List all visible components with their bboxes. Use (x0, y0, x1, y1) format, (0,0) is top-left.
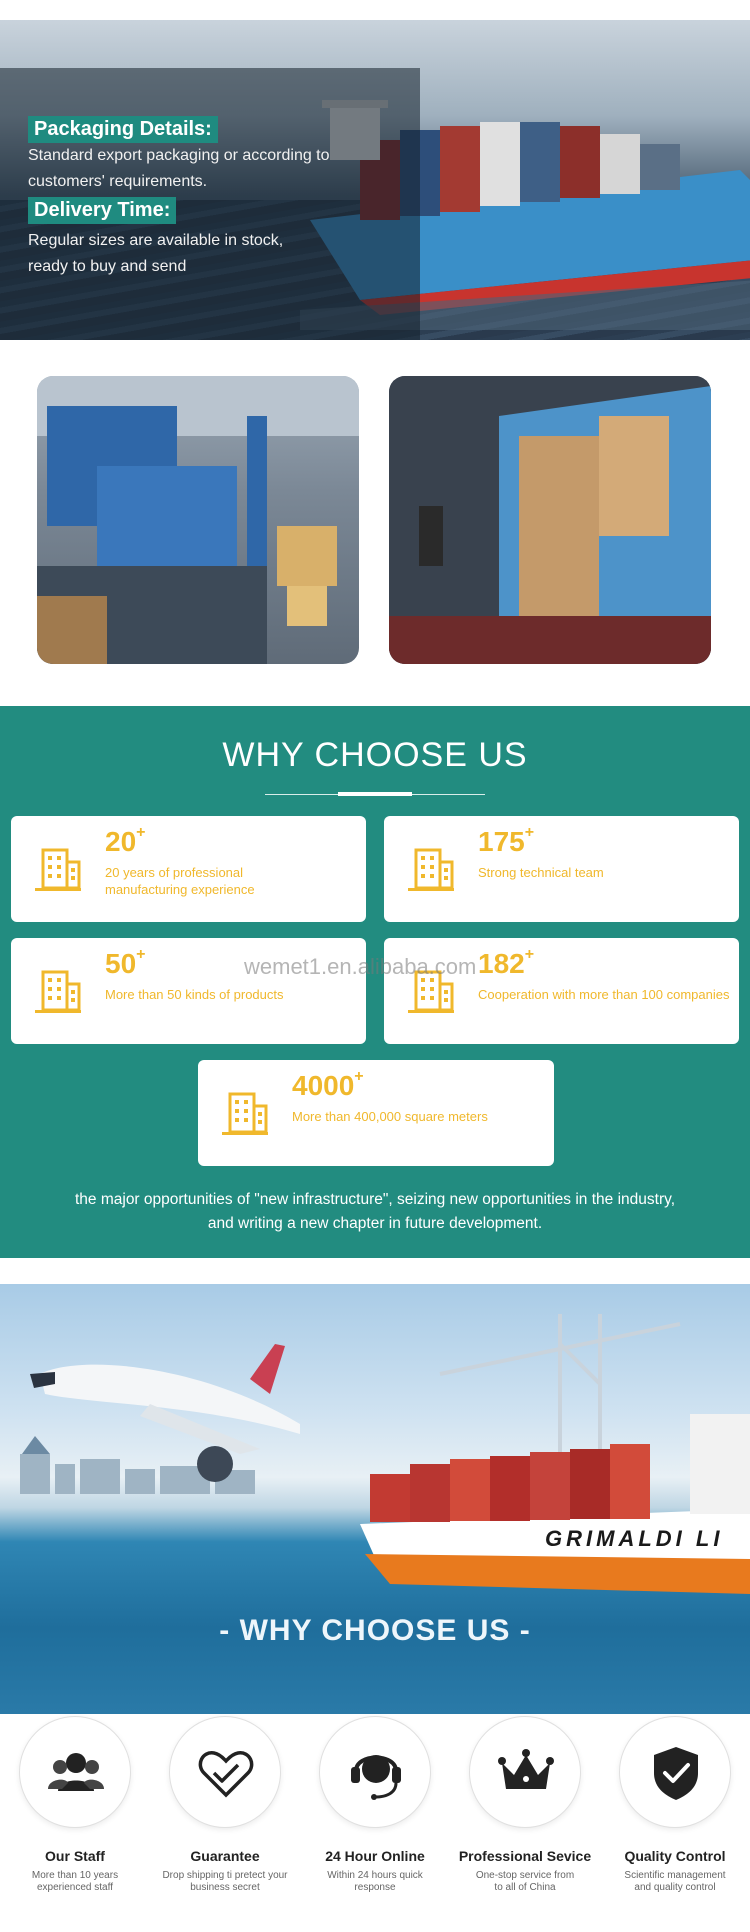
service-professional (450, 1716, 600, 1894)
store-watermark: wemet1.en.alibaba.com (244, 954, 477, 979)
packaging-line-1: Standard export packaging or according to (28, 147, 330, 164)
why-choose-us-section (0, 706, 750, 1258)
building-icon (33, 964, 83, 1014)
stat-description: More than 50 kinds of products (105, 987, 284, 1002)
guarantee-icon-circle (169, 1716, 281, 1828)
delivery-line-2: ready to buy and send (28, 258, 187, 275)
stat-card-experience (11, 816, 366, 922)
headset-icon-circle (319, 1716, 431, 1828)
why-choose-us-title: WHY CHOOSE US (222, 736, 528, 774)
stat-description: Cooperation with more than 100 companies (478, 987, 730, 1002)
delivery-line-1: Regular sizes are available in stock, (28, 232, 284, 249)
crown-icon (496, 1743, 556, 1803)
service-title: Professional Sevice (458, 1848, 592, 1864)
building-icon (406, 842, 456, 892)
stat-number: 50+ (105, 946, 146, 979)
stat-number: 175+ (478, 824, 535, 857)
handshake-heart-icon (196, 1743, 256, 1803)
crown-icon-circle (469, 1716, 581, 1828)
headset-icon (346, 1743, 406, 1803)
container-loading-photo (389, 376, 711, 664)
service-subtitle: Scientific management and quality control (624, 1870, 726, 1893)
logistics-banner (0, 1284, 750, 1714)
service-subtitle: Drop shipping ti pretect your business secret (162, 1870, 288, 1893)
loading-photo-art (389, 376, 711, 664)
stat-card-technical-team (384, 816, 739, 922)
service-title: Our Staff (45, 1848, 105, 1864)
service-guarantee (150, 1716, 300, 1894)
delivery-time-label: Delivery Time: (28, 197, 176, 224)
service-subtitle: One-stop service from to all of China (475, 1870, 575, 1893)
building-icon (220, 1086, 270, 1136)
stat-number: 182+ (478, 946, 535, 979)
service-quality-control (600, 1716, 750, 1894)
packaging-text-block (28, 116, 358, 280)
shipping-banner (0, 20, 750, 340)
why-choose-us-banner-title: - WHY CHOOSE US - (219, 1614, 531, 1647)
shield-check-icon (646, 1743, 706, 1803)
building-icon (33, 842, 83, 892)
stat-card-area (198, 1060, 554, 1166)
service-title: Quality Control (624, 1848, 726, 1864)
service-our-staff (0, 1716, 150, 1894)
packaging-line-2: customers' requirements. (28, 173, 208, 190)
stat-description: More than 400,000 square meters (292, 1109, 488, 1124)
ship-name-text: GRIMALDI LI (545, 1526, 724, 1551)
service-subtitle: More than 10 years experienced staff (31, 1870, 119, 1893)
service-subtitle: Within 24 hours quick response (327, 1870, 423, 1893)
shield-icon-circle (619, 1716, 731, 1828)
service-title: Guarantee (190, 1848, 260, 1864)
packaging-details-label: Packaging Details: (28, 116, 218, 143)
service-24-hour-online (300, 1716, 450, 1894)
warehouse-photo-art (37, 376, 359, 664)
mission-statement: the major opportunities of "new infrastructure", seizing new opportunities in the industry, and writing a new chapter in future development. (74, 1191, 676, 1232)
stat-description: 20 years of professional manufacturing experience (105, 865, 255, 897)
logistics-photo-art (0, 1284, 750, 1714)
stat-number: 20+ (105, 824, 146, 857)
service-title: 24 Hour Online (325, 1848, 425, 1864)
stat-number: 4000+ (292, 1068, 364, 1101)
staff-icon-circle (19, 1716, 131, 1828)
title-divider-accent (338, 792, 412, 796)
staff-icon (46, 1743, 106, 1803)
stat-description: Strong technical team (478, 865, 604, 880)
warehouse-packing-photo (37, 376, 359, 664)
